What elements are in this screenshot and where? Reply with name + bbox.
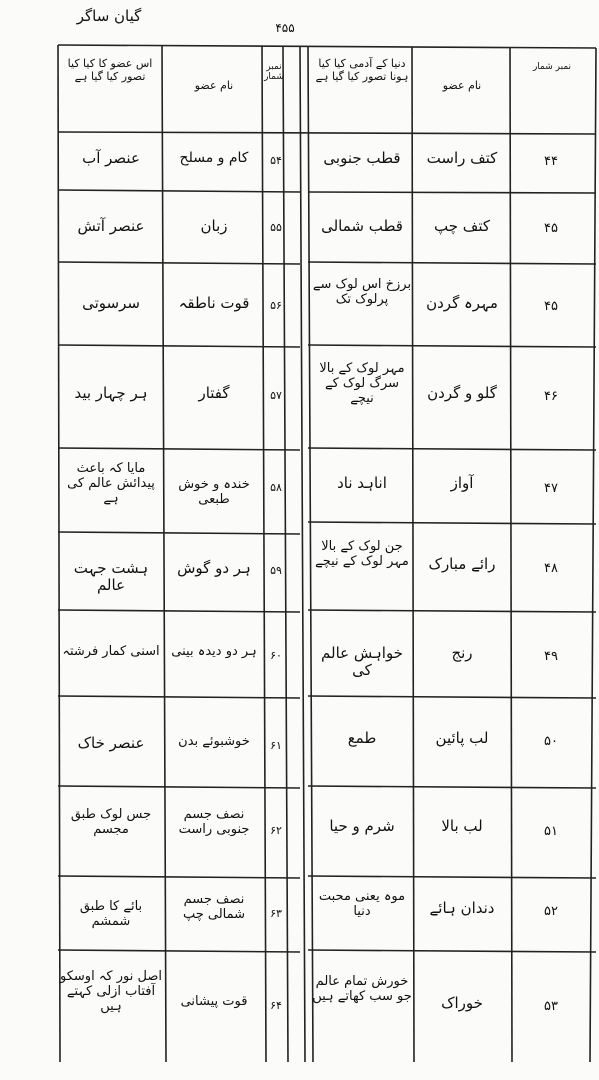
right-row-number: ۴۵ (544, 299, 558, 314)
right-row-name: لب بالا (441, 817, 483, 835)
right-row-name: دندان ہائے (429, 899, 495, 917)
left-row-number: ۵۴ (270, 154, 282, 167)
right-row-number: ۵۱ (544, 824, 558, 839)
right-row-desc: شرم و حیا (329, 817, 395, 835)
left-row-number: ۶۴ (270, 999, 282, 1012)
left-row-number: ۶۳ (270, 907, 282, 920)
right-row-desc: مہر لوک کے بالا سرگ لوک کے نیچے (319, 361, 405, 406)
left-row-name: نصف جسم شمالی چپ (182, 892, 246, 922)
right-row-name: خوراک (441, 994, 483, 1012)
right-row-name: کتف چپ (434, 217, 490, 235)
left-row-number: ۵۷ (270, 389, 282, 402)
left-row-desc: مایا کہ باعث پیدائش عالم کی ہے (67, 461, 155, 506)
header-right-relation: دنیا کے آدمی کیا کیا ہونا تصور کیا گیا ہے (315, 57, 409, 83)
left-row-number: ۵۶ (270, 299, 282, 312)
left-row-name: قوت ناطقہ (178, 294, 250, 312)
left-row-name: گفتار (198, 384, 230, 402)
page-number: ۴۵۵ (275, 21, 295, 35)
left-row-desc: جس لوک طبق مجسم (70, 807, 152, 837)
right-row-number: ۵۰ (544, 734, 558, 749)
right-row-name: لب پائین (435, 729, 489, 747)
left-row-desc: ہشت جہت عالم (73, 559, 149, 595)
right-row-number: ۴۷ (544, 481, 558, 496)
right-row-desc: موہ یعنی محبت دنیا (318, 889, 406, 919)
right-row-desc: طمع (347, 729, 377, 747)
header-left-relation: اس عضو کا کیا کیا تصور کیا گیا ہے (67, 57, 153, 83)
right-row-desc: اناہد ناد (337, 474, 387, 492)
left-row-name: زبان (200, 217, 228, 235)
left-row-desc: عنصر آتش (77, 217, 145, 235)
right-row-number: ۵۲ (544, 904, 558, 919)
left-row-number: ۶۰ (270, 649, 282, 662)
right-row-name: گلو و گردن (427, 384, 497, 402)
right-row-desc: خواہش عالم کی (321, 644, 403, 680)
left-row-name: خوشبوئے بدن (178, 734, 250, 749)
header-left-serial: نمبر شمار (264, 62, 284, 83)
right-row-desc: برزخ اس لوک سے پرلوک تک (312, 277, 412, 307)
right-row-desc: جن لوک کے بالا مہر لوک کے نیچے (315, 539, 409, 569)
left-row-desc: عنصر آب (82, 149, 140, 167)
right-row-desc: قطب جنوبی (323, 149, 401, 167)
left-row-name: خندہ و خوش طبعی (178, 477, 250, 507)
corner-note: گیان ساگر (76, 7, 142, 25)
left-row-name: قوت پیشانی (180, 994, 248, 1009)
right-row-desc: خورش تمام عالم جو سب کھاتے ہیں (312, 974, 412, 1004)
header-right-name: نام عضو (442, 79, 482, 92)
right-row-number: ۴۴ (544, 154, 558, 169)
right-row-number: ۴۹ (544, 649, 558, 664)
left-row-name: ہر دو گوش (177, 559, 251, 577)
left-row-desc: ہر چہار بید (74, 384, 148, 402)
right-row-name: رنج (451, 644, 473, 662)
right-row-desc: قطب شمالی (321, 217, 403, 235)
right-row-name: آواز (450, 474, 474, 492)
left-row-desc: سرسوتی (82, 294, 140, 312)
header-right-serial: نمبر شمار (532, 62, 572, 72)
left-row-desc: اصل نور کہ اوسکو آفتاب ازلی کہتے ہیں (60, 969, 162, 1014)
right-row-name: رائے مبارک (428, 555, 496, 573)
left-row-desc: عنصر خاک (77, 734, 145, 752)
left-row-number: ۶۱ (270, 739, 282, 752)
right-row-number: ۴۵ (544, 221, 558, 236)
left-row-number: ۵۵ (270, 221, 282, 234)
left-row-desc: اسنی کمار فرشتہ (62, 644, 160, 659)
right-row-number: ۵۳ (544, 999, 558, 1014)
right-row-name: مہرہ گردن (426, 294, 498, 312)
left-row-number: ۶۲ (270, 824, 282, 837)
right-row-number: ۴۸ (544, 561, 558, 576)
left-row-number: ۵۹ (270, 564, 282, 577)
right-row-number: ۴۶ (544, 389, 558, 404)
left-row-name: کام و مسلح (179, 150, 249, 166)
header-left-name: نام عضو (194, 79, 234, 92)
left-row-number: ۵۸ (270, 481, 282, 494)
left-row-desc: بائے کا طبق شمشم (79, 899, 143, 929)
right-row-name: کتف راست (426, 149, 498, 167)
left-row-name: ہر دو دیدہ بینی (171, 644, 257, 659)
left-row-name: نصف جسم جنوبی راست (178, 807, 250, 837)
